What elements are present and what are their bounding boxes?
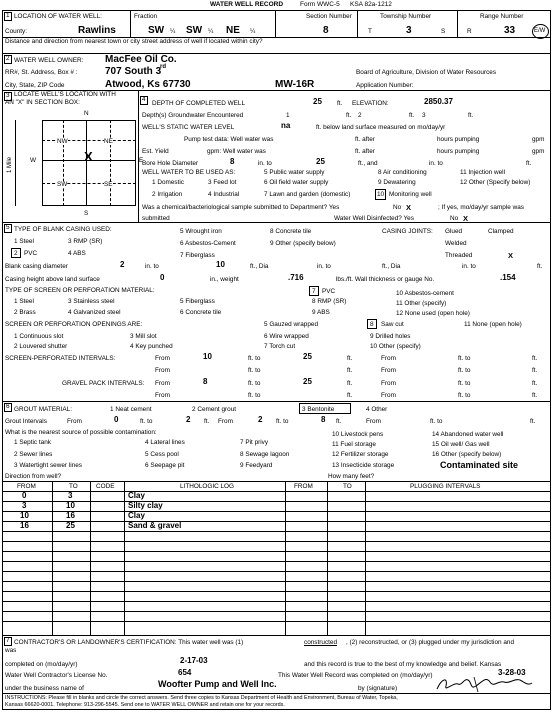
section-value: 8: [323, 25, 329, 36]
license-value: 654: [178, 668, 192, 677]
spi-ft-to: ft. to: [248, 355, 261, 362]
s1-number: 1: [6, 12, 10, 19]
quarter-2: ¼: [208, 28, 214, 35]
perf-10: 10 Other (specify): [370, 343, 421, 350]
use-12: 12 Other (Specify below): [460, 179, 531, 186]
bore-label: Bore Hole Diameter: [142, 160, 199, 167]
contam-15: 15 Oil well/ Gas well: [432, 441, 490, 448]
screen-12: 12 None used (open hole): [396, 310, 470, 317]
casing-2-label: PVC: [24, 250, 38, 257]
disinfect-x: X: [463, 214, 469, 223]
contam-13: 13 Insecticide storage: [332, 462, 395, 469]
bore-in-to-2: in. to: [429, 160, 443, 167]
log-row-1-desc: Clay: [128, 491, 145, 500]
weight-value: .716: [288, 273, 304, 282]
pump-after: ft. after: [355, 136, 375, 143]
spi-ft-to-2: ft. to: [458, 355, 471, 362]
sw-label: SW: [57, 181, 68, 188]
ne-label: NE: [104, 138, 113, 145]
mile-line: [15, 120, 16, 206]
screen-7: 7: [312, 288, 316, 295]
contamination-label: What is the nearest source of possible contamination:: [5, 429, 157, 436]
height-label: Casing height above land surface: [5, 276, 100, 283]
s3-number: 3: [6, 92, 10, 99]
elevation-label: ELEVATION:: [352, 100, 389, 107]
groundwater-label: Depth(s) Groundwater Encountered: [142, 112, 244, 119]
blank-ft-end: ft.: [537, 263, 543, 270]
contam-5: 5 Cess pool: [145, 451, 179, 458]
city-label: City, State, ZIP Code: [5, 82, 65, 89]
gi-ft-to-2: ft. to: [276, 418, 289, 425]
screen-6: 6 Concrete tile: [180, 309, 222, 316]
screen-11: 11 Other (specify): [396, 300, 447, 307]
chem-yes-tail: ; If yes, mo/day/yr sample was: [438, 204, 524, 211]
spi-from: 10: [203, 352, 212, 361]
gpi-ft-4: ft.: [532, 392, 538, 399]
casing-label: TYPE OF BLANK CASING USED:: [14, 226, 112, 233]
contam-7: 7 Pit privy: [240, 439, 269, 446]
screen-5: 5 Fiberglass: [180, 298, 215, 305]
s1-divider-3: [357, 11, 358, 37]
yield-gpm-2: gpm: [532, 148, 545, 155]
perf-5: 5 Gauzed wrapped: [264, 321, 319, 328]
static-value: na: [281, 121, 291, 130]
chem-no: No: [393, 204, 402, 211]
bore-value: 8: [230, 157, 235, 166]
gpi-to: 25: [303, 377, 312, 386]
yield-after: ft. after: [355, 148, 375, 155]
cert-constructed: constructed: [304, 639, 338, 646]
perf-3: 3 Mill slot: [130, 333, 157, 340]
use-label: WELL WATER TO BE USED AS:: [142, 169, 236, 176]
blank-in-to-3: in. to: [462, 263, 476, 270]
record-date: 3-28-03: [498, 668, 526, 677]
s1-divider-4: [457, 11, 458, 37]
log-row-8: [2, 571, 551, 572]
how-many-label: How many feet?: [328, 473, 375, 480]
blank-dia-label: Blank casing diameter: [5, 263, 68, 270]
disinfect-no: No: [450, 215, 459, 222]
blank-in-to: in. to: [145, 263, 159, 270]
contam-6: 6 Seepage pit: [145, 462, 185, 469]
well-id: MW-16R: [275, 79, 315, 90]
instr-rule: [2, 693, 551, 694]
contam-3: 3 Watertight sewer lines: [14, 462, 82, 469]
contam-4: 4 Lateral lines: [145, 439, 185, 446]
gw-3: 3: [422, 112, 426, 119]
log-row-13: [2, 621, 551, 622]
gi-ft-to-3: ft. to: [430, 418, 443, 425]
county-label: County:: [5, 28, 28, 35]
log-h-from: FROM: [17, 483, 36, 490]
joints-label: CASING JOINTS:: [382, 228, 433, 235]
township-prefix: T: [368, 28, 372, 35]
gw-2: 2: [358, 112, 362, 119]
spi-from-4-label: From: [381, 367, 396, 374]
gi-from-label: From: [67, 418, 82, 425]
grout-2: 2 Cement grout: [192, 406, 237, 413]
static-tail: ft. below land surface measured on mo/day/yr: [316, 124, 446, 131]
perf-9: 9 Drilled holes: [370, 333, 411, 340]
pump-gpm: gpm: [532, 136, 545, 143]
s5-number: 5: [6, 224, 10, 231]
weight-label: in., weight: [210, 276, 239, 283]
gi-from-3-label: From: [366, 418, 381, 425]
city-value: Atwood, Ks 67730: [105, 79, 191, 90]
log-row-9: [2, 581, 551, 582]
log-row-1: [2, 501, 551, 502]
log-row-10: [2, 591, 551, 592]
completed-label: completed on (mo/day/yr): [5, 661, 78, 668]
casing-4: 4 ABS: [68, 250, 86, 257]
contam-16: 16 Other (specify below): [432, 451, 502, 458]
log-row-2-to: 10: [66, 501, 75, 510]
screen-8: 8 RMP (SR): [312, 298, 347, 305]
s3-right: [138, 90, 139, 222]
threaded-label: Threaded: [445, 252, 473, 259]
casing-2: 2: [14, 250, 18, 257]
quarter-1: ¼: [170, 28, 176, 35]
gi-from-2-label: From: [218, 418, 233, 425]
gauge-label: lbs./ft. Wall thickness or gauge No.: [336, 276, 435, 283]
gpi-label: GRAVEL PACK INTERVALS:: [62, 380, 145, 387]
depth-ft: ft.: [337, 100, 343, 107]
gpi-ft: ft.: [347, 380, 353, 387]
contam-11: 11 Fuel storage: [332, 441, 376, 448]
well-x-mark: X: [84, 149, 93, 164]
s2-number: 2: [6, 55, 10, 62]
grout-label: GROUT MATERIAL:: [14, 406, 72, 413]
direction-label: Direction from well?: [5, 473, 62, 480]
range-value: 33: [504, 25, 516, 36]
log-h-litho: LITHOLOGIC LOG: [180, 483, 234, 490]
spi-label: SCREEN-PERFORATED INTERVALS:: [5, 355, 116, 362]
instructions-1: INSTRUCTIONS: Please fill in blanks and circle the correct answers. Send three copies to Kansas Department of Health and Environment, Bureau of Water, Topeka,: [5, 695, 398, 701]
grid-v-left: [63, 120, 64, 206]
cert-text-1c: , (2) reconstructed, or (3) plugged under my jurisdiction and: [346, 639, 515, 646]
grout-1: 1 Neat cement: [110, 406, 152, 413]
log-row-1-to: 3: [68, 491, 73, 500]
true-text: and this record is true to the best of my knowledge and belief. Kansas: [304, 661, 502, 668]
log-row-4: [2, 531, 551, 532]
use-5: 5 Public water supply: [264, 169, 325, 176]
log-row-5: [2, 541, 551, 542]
gi-to: 2: [186, 415, 191, 424]
mile-label: 1 Mile: [7, 156, 14, 174]
contam-10: 10 Livestock pens: [332, 431, 384, 438]
log-row-3-from: 10: [20, 511, 29, 520]
casing-6: 6 Asbestos-Cement: [180, 240, 236, 247]
log-row-3-to: 16: [66, 511, 75, 520]
casing-9: 9 Other (specify below): [270, 240, 336, 247]
perf-8: 8: [370, 321, 374, 328]
perf-6: 6 Wire wrapped: [264, 333, 309, 340]
grout-intervals-label: Grout Intervals: [5, 418, 47, 425]
gw-ft-1: ft.: [346, 112, 352, 119]
perf-7: 7 Torch cut: [264, 343, 296, 350]
pump-label: Pump test data: Well water was: [184, 136, 274, 143]
screen-9: 9 ABS: [312, 309, 330, 316]
spi-ft-3: ft.: [347, 367, 353, 374]
fraction-2: SW: [186, 25, 203, 36]
yield-hours: hours pumping: [437, 148, 480, 155]
screen-3: 3 Stainless steel: [68, 298, 115, 305]
log-header-rule: [2, 491, 551, 492]
gpi-from-2-label: From: [381, 380, 396, 387]
screen-4: 4 Galvanized steel: [68, 309, 121, 316]
distance-label: Distance and direction from nearest town or city street address of well if located within city?: [5, 38, 263, 45]
spi-ft-to-4: ft. to: [458, 367, 471, 374]
gauge-value: .154: [500, 273, 516, 282]
blank-in-to-2: in. to: [317, 263, 331, 270]
business-label: under the business name of: [5, 685, 84, 692]
south-label: S: [84, 210, 89, 217]
perf-8-label: Saw cut: [381, 321, 404, 328]
signature: [434, 674, 534, 694]
grout-3: 3 Bentonite: [302, 406, 335, 413]
county-value: Rawlins: [78, 25, 116, 36]
township-label: Township Number: [380, 13, 432, 20]
use-8: 8 Air conditioning: [378, 169, 427, 176]
gpi-ft-to-2: ft. to: [458, 380, 471, 387]
contam-12: 12 Fertilizer storage: [332, 451, 389, 458]
static-label: WELL'S STATIC WATER LEVEL: [142, 124, 235, 131]
log-row-6: [2, 551, 551, 552]
bore-ft-and: ft., and: [358, 160, 378, 167]
spi-to: 25: [303, 352, 312, 361]
se-label: SE: [104, 181, 113, 188]
gpi-ft-to-4: ft. to: [458, 392, 471, 399]
location-label: LOCATION OF WATER WELL:: [14, 13, 102, 20]
spi-ft: ft.: [347, 355, 353, 362]
yield-gpm: gpm: Well water was: [207, 148, 266, 155]
use-9: 9 Dewatering: [378, 179, 416, 186]
use-1: 1 Domestic: [152, 179, 184, 186]
gpi-ft-to-3: ft. to: [248, 392, 261, 399]
bore-to-value: 25: [316, 157, 325, 166]
casing-1: 1 Steel: [14, 238, 34, 245]
nw-label: NW: [57, 138, 68, 145]
completed-value: 2-17-03: [180, 656, 208, 665]
fraction-3: NE: [226, 25, 240, 36]
log-row-4-desc: Sand & gravel: [128, 521, 182, 530]
contam-2: 2 Sewer lines: [14, 451, 53, 458]
gi-ft-3: ft.: [530, 418, 536, 425]
quarter-3: ¼: [250, 28, 256, 35]
s4-bottom: [2, 222, 551, 223]
log-bottom: [2, 635, 551, 636]
gi-to-2: 8: [321, 415, 326, 424]
casing-8: 8 Concrete tile: [270, 228, 312, 235]
log-row-2: [2, 511, 551, 512]
signature-label: by (signature): [358, 685, 398, 692]
use-6: 6 Oil field water supply: [264, 179, 329, 186]
gi-ft: ft.: [204, 418, 210, 425]
log-row-1-from: 0: [22, 491, 27, 500]
chem-label: Was a chemical/bacteriological sample submitted to Department? Yes: [142, 204, 340, 211]
range-prefix: R: [467, 28, 472, 35]
spi-from-2-label: From: [381, 355, 396, 362]
log-row-3-desc: Clay: [128, 511, 145, 520]
log-h-plug: PLUGGING INTERVALS: [410, 483, 481, 490]
section-label: Section Number: [306, 13, 352, 20]
address-label: RR#, St. Address, Box # :: [5, 69, 78, 76]
screen-10: 10 Asbestos-cement: [396, 290, 454, 297]
s7-number: 7: [6, 637, 10, 644]
blank-ft-dia-2: ft., Dia: [382, 263, 401, 270]
township-suffix: S: [441, 28, 446, 35]
bore-in-to: in. to: [258, 160, 272, 167]
log-row-2-desc: Silty clay: [128, 501, 163, 510]
spi-ft-2: ft.: [532, 355, 538, 362]
gw-ft-2: ft.: [409, 112, 415, 119]
gpi-ft-3: ft.: [347, 392, 353, 399]
depth-value: 25: [313, 97, 322, 106]
gpi-from-4-label: From: [381, 392, 396, 399]
casing-3: 3 RMP (SR): [68, 238, 103, 245]
s1-divider-2: [275, 11, 276, 37]
address-value: 707 South 3: [105, 66, 162, 77]
log-row-2-from: 3: [22, 501, 27, 510]
form-number: Form WWC-5: [300, 1, 340, 8]
blank-dia-value: 2: [120, 260, 125, 269]
business-value: Woofter Pump and Well Inc.: [158, 679, 277, 689]
blank-to-value: 10: [216, 260, 225, 269]
perf-4: 4 Key punched: [130, 343, 173, 350]
screen-1: 1 Steel: [14, 298, 34, 305]
blank-ft-dia: ft., Dia: [250, 263, 269, 270]
fraction-label: Fraction: [134, 13, 158, 20]
gi-from: 0: [114, 415, 119, 424]
use-7: 7 Lawn and garden (domestic): [264, 191, 351, 198]
contam-9: 9 Feedyard: [240, 462, 273, 469]
license-label: Water Well Contractor's License No.: [5, 672, 108, 679]
spi-ft-to-3: ft. to: [248, 367, 261, 374]
grid-v-right: [110, 120, 111, 206]
log-h-code: CODE: [96, 483, 115, 490]
locate-title-2: AN "X" IN SECTION BOX:: [5, 99, 80, 106]
casing-7: 7 Fiberglass: [180, 252, 215, 259]
contam-8: 8 Sewage lagoon: [240, 451, 290, 458]
spi-from-label: From: [155, 355, 170, 362]
gpi-from-3-label: From: [155, 392, 170, 399]
use-4: 4 Industrial: [208, 191, 240, 198]
s5-bottom: [2, 401, 551, 402]
record-label: This Water Well Record was completed on (mo/day/yr): [278, 672, 433, 679]
board-label: Board of Agriculture, Division of Water Resources: [356, 69, 497, 76]
use-10: 10: [377, 191, 385, 198]
gpi-from-label: From: [155, 380, 170, 387]
threaded-x: X: [508, 251, 514, 260]
yield-label: Est. Yield: [142, 148, 169, 155]
township-value: 3: [406, 25, 412, 36]
ksa-number: KSA 82a-1212: [350, 1, 392, 8]
s1-bottom: [2, 53, 551, 54]
locate-title: LOCATE WELL'S LOCATION WITH: [14, 91, 116, 98]
log-row-4-from: 16: [20, 521, 29, 530]
log-row-7: [2, 561, 551, 562]
log-row-4-to: 25: [66, 521, 75, 530]
screen-7-label: PVC: [322, 288, 336, 295]
s1-divider: [130, 11, 131, 37]
fraction-1: SW: [148, 25, 165, 36]
cert-text-1: CONTRACTOR'S OR LANDOWNER'S CERTIFICATION: This water well was (1): [14, 639, 244, 646]
address-sup: rd: [160, 64, 166, 70]
spi-ft-4: ft.: [532, 367, 538, 374]
east-label: E: [139, 157, 144, 164]
casing-5: 5 Wrought iron: [180, 228, 222, 235]
log-h-from-2: FROM: [294, 483, 313, 490]
log-row-11: [2, 601, 551, 602]
use-3: 3 Feed lot: [208, 179, 237, 186]
glued-label: Glued: [445, 228, 463, 235]
cert-was: was: [5, 647, 17, 654]
perf-label: SCREEN OR PERFORATION OPENINGS ARE:: [5, 321, 143, 328]
perf-2: 2 Louvered shutter: [14, 343, 68, 350]
owner-value: MacFee Oil Co.: [105, 54, 177, 65]
spi-from-3-label: From: [155, 367, 170, 374]
depth-label: DEPTH OF COMPLETED WELL: [152, 100, 246, 107]
gi-from-2: 2: [258, 415, 263, 424]
ew-label: E/W: [534, 28, 546, 34]
s6-number: 6: [6, 403, 10, 410]
elevation-value: 2850.37: [424, 97, 453, 106]
north-label: N: [84, 110, 89, 117]
gpi-ft-to: ft. to: [248, 380, 261, 387]
grout-4: 4 Other: [366, 406, 388, 413]
use-2: 2 Irrigation: [152, 191, 183, 198]
contam-14: 14 Abandoned water well: [432, 431, 504, 438]
welded-label: Welded: [445, 240, 467, 247]
perf-1: 1 Continuous slot: [14, 333, 64, 340]
log-h-to-2: TO: [343, 483, 352, 490]
gw-ft-3: ft.: [468, 112, 474, 119]
contam-site: Contaminated site: [440, 460, 519, 470]
form-title: WATER WELL RECORD: [210, 1, 284, 8]
screen-label: TYPE OF SCREEN OR PERFORATION MATERIAL:: [5, 287, 155, 294]
height-value: 0: [160, 273, 165, 282]
gw-1: 1: [286, 112, 290, 119]
use-11: 11 Injection well: [460, 169, 505, 176]
instructions-2: Kansas 66620-0001. Telephone: 913-296-5545. Send one to WATER WELL OWNER and retain one for your records.: [5, 702, 285, 708]
disinfect-label: Water Well Disinfected? Yes: [334, 215, 414, 222]
application-label: Application Number:: [356, 82, 414, 89]
log-h-to: TO: [69, 483, 78, 490]
gpi-ft-2: ft.: [532, 380, 538, 387]
log-top: [2, 481, 551, 482]
bore-ft: ft.: [526, 160, 532, 167]
use-10-label: Monitoring well: [389, 191, 432, 198]
log-row-12: [2, 611, 551, 612]
pump-hours: hours pumping: [437, 136, 480, 143]
range-label: Range Number: [480, 13, 524, 20]
s4-number: 4: [142, 96, 146, 103]
west-label: W: [30, 157, 37, 164]
gi-ft-to: ft. to: [140, 418, 153, 425]
chem-no-x: X: [406, 203, 412, 212]
gpi-from: 8: [203, 377, 208, 386]
contam-1: 1 Septic tank: [14, 439, 51, 446]
owner-label: WATER WELL OWNER:: [14, 57, 84, 64]
clamped-label: Clamped: [488, 228, 514, 235]
log-row-3: [2, 521, 551, 522]
submitted-label: submitted: [142, 215, 170, 222]
gi-ft-2: ft.: [336, 418, 342, 425]
screen-2: 2 Brass: [14, 309, 36, 316]
perf-11: 11 None (open hole): [464, 321, 522, 328]
